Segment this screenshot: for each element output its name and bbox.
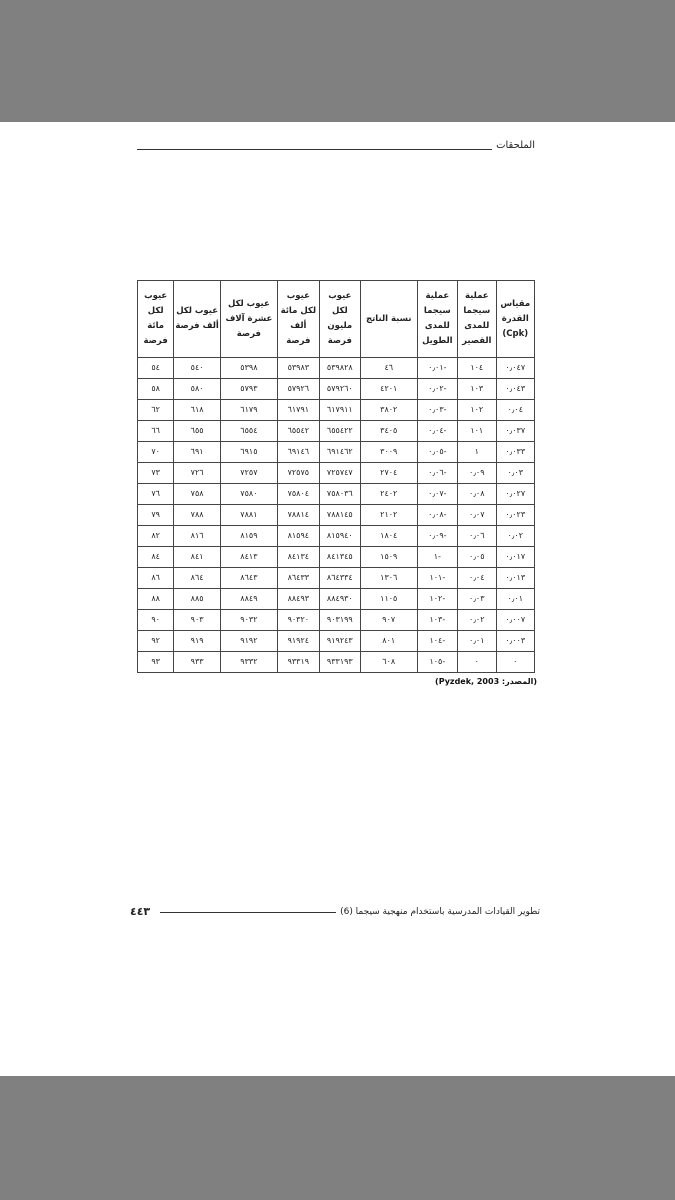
table-cell: ٠٫٠١ xyxy=(458,631,496,652)
table-cell: ٢١٠٢ xyxy=(360,505,417,526)
table-row xyxy=(138,463,535,484)
table-body xyxy=(138,358,535,673)
table-cell: ٠ xyxy=(496,652,534,673)
table-row xyxy=(138,400,535,421)
table-cell: -٠٫٠٩ xyxy=(417,526,457,547)
table-cell: ٧٥٨٠٣٦ xyxy=(319,484,360,505)
table-cell: ٦١٧٩ xyxy=(220,400,277,421)
table-cell: ٦٥٥٤٢ xyxy=(277,421,319,442)
table-cell: ٠٫٠٢ xyxy=(458,610,496,631)
table-cell: ٧٨٨ xyxy=(174,505,221,526)
table-cell: ٠٫٠٢ xyxy=(496,526,534,547)
table-cell: ٢٤٠٢ xyxy=(360,484,417,505)
table-cell: ٦٩١٥ xyxy=(220,442,277,463)
table-cell: ٦٩١ xyxy=(174,442,221,463)
table-cell: ٧٠ xyxy=(138,442,174,463)
table-cell: ٠٫٠٣٣ xyxy=(496,442,534,463)
table-row xyxy=(138,589,535,610)
header-per-100: عيوب لكل مائة فرصة xyxy=(138,281,174,358)
table-cell: ٥٧٩٣ xyxy=(220,379,277,400)
table-cell: ٧٥٨٠ xyxy=(220,484,277,505)
table-cell: -٠٫٠٢ xyxy=(417,379,457,400)
table-cell: ٦٩١٤٦ xyxy=(277,442,319,463)
table-cell: -١٠٢ xyxy=(417,589,457,610)
table-cell: ٩٣٣٢ xyxy=(220,652,277,673)
table-cell: ٥٣٩٨ xyxy=(220,358,277,379)
table-cell: ١٨٠٤ xyxy=(360,526,417,547)
header-per-1k: عيوب لكل ألف فرصة xyxy=(174,281,221,358)
table-cell: ٨٦٤٣٣ xyxy=(277,568,319,589)
table-cell: ٠٫٠٢٧ xyxy=(496,484,534,505)
table-cell: -٠٫٠٨ xyxy=(417,505,457,526)
header-per-100k: عيوب لكل مائة ألف فرصة xyxy=(277,281,319,358)
table-cell: ٩١٩٢٤٣ xyxy=(319,631,360,652)
table-cell: ١٠٤ xyxy=(458,358,496,379)
page-footer xyxy=(130,905,540,921)
table-cell: -٠٫٠١ xyxy=(417,358,457,379)
table-cell: ٩٣٣ xyxy=(174,652,221,673)
table-cell: ٧٢٥٧٤٧ xyxy=(319,463,360,484)
table-cell: ٩٠٣٢٠ xyxy=(277,610,319,631)
table-row xyxy=(138,568,535,589)
table-cell: ٠٫٠٩ xyxy=(458,463,496,484)
table-cell: ٣٠٠٩ xyxy=(360,442,417,463)
header-cpk: مقياس القدرة (Cpk) xyxy=(496,281,534,358)
table-cell: ٥٨ xyxy=(138,379,174,400)
table-cell: ٨٤ xyxy=(138,547,174,568)
table-cell: ٦٥٥٤٢٢ xyxy=(319,421,360,442)
page-number: ٤٤٣ xyxy=(130,905,154,919)
table-row xyxy=(138,631,535,652)
table-cell: ٨٠١ xyxy=(360,631,417,652)
table-cell: -١٠١ xyxy=(417,568,457,589)
table-row xyxy=(138,610,535,631)
table-cell: ٧٢٦ xyxy=(174,463,221,484)
table-cell: ٨٤١٣٤٥ xyxy=(319,547,360,568)
table-cell: ٨٤١٣ xyxy=(220,547,277,568)
table-cell: ٩١٩ xyxy=(174,631,221,652)
table-cell: -٠٫٠٣ xyxy=(417,400,457,421)
table-cell: ٩٣ xyxy=(138,652,174,673)
footer-title: تطوير القيادات المدرسية باستخدام منهجية سيجما (6) xyxy=(336,905,540,919)
table-cell: ٦١٨ xyxy=(174,400,221,421)
sigma-table xyxy=(137,280,535,673)
table-cell: ٧٥٨٠٤ xyxy=(277,484,319,505)
table-cell: ٣٨٠٢ xyxy=(360,400,417,421)
table-cell: ٦١٧٩١ xyxy=(277,400,319,421)
table-cell: ٧٢٥٧٥ xyxy=(277,463,319,484)
table-cell: ٨٦٤٣ xyxy=(220,568,277,589)
table-cell: ٠٫٠٧ xyxy=(458,505,496,526)
table-cell: -١٠٣ xyxy=(417,610,457,631)
header-per-10k: عيوب لكل عشرة آلاف فرصة xyxy=(220,281,277,358)
table-cell: ٠٫٠٦ xyxy=(458,526,496,547)
table-cell: ٥٨٠ xyxy=(174,379,221,400)
table-cell: ٨١٥٩٤٠ xyxy=(319,526,360,547)
table-cell: ٤٢٠١ xyxy=(360,379,417,400)
table-cell: ٠٫٠٠٧ xyxy=(496,610,534,631)
table-cell: ٠٫٠٠٣ xyxy=(496,631,534,652)
table-cell: ٩١٩٢ xyxy=(220,631,277,652)
table-cell: ٧٣ xyxy=(138,463,174,484)
table-cell: ٠٫٠٥ xyxy=(458,547,496,568)
table-cell: ٨٨ xyxy=(138,589,174,610)
table-cell: ٨٤١٣٤ xyxy=(277,547,319,568)
table-cell: ٧٥٨ xyxy=(174,484,221,505)
table-cell: ٨١٦ xyxy=(174,526,221,547)
table-row xyxy=(138,652,535,673)
table-cell: ٥٤٠ xyxy=(174,358,221,379)
table-cell: ١٠٢ xyxy=(458,400,496,421)
table-cell: ٧٦ xyxy=(138,484,174,505)
table-cell: ٠ xyxy=(458,652,496,673)
table-cell: ٩١٩٢٤ xyxy=(277,631,319,652)
table-cell: ١٥٠٩ xyxy=(360,547,417,568)
table-cell: ٧٩ xyxy=(138,505,174,526)
table-cell: ٢٧٠٤ xyxy=(360,463,417,484)
table-cell: -١ xyxy=(417,547,457,568)
running-header xyxy=(137,140,535,154)
table-cell: ٧٢٥٧ xyxy=(220,463,277,484)
table-cell: ٨٢ xyxy=(138,526,174,547)
table-cell: ٨١٥٩٤ xyxy=(277,526,319,547)
table-cell: ٣٤٠٥ xyxy=(360,421,417,442)
table-row xyxy=(138,442,535,463)
table-cell: ٦١٧٩١١ xyxy=(319,400,360,421)
table-cell: ٨٨٤٩٣٠ xyxy=(319,589,360,610)
table-cell: -٠٫٠٥ xyxy=(417,442,457,463)
table-cell: ٨٨٤٩٣ xyxy=(277,589,319,610)
table-cell: ٤٦ xyxy=(360,358,417,379)
table-cell: ٥٣٩٨٢٨ xyxy=(319,358,360,379)
table-row xyxy=(138,484,535,505)
table-cell: ٧٨٨١٤٥ xyxy=(319,505,360,526)
table-cell: ٦٠٨ xyxy=(360,652,417,673)
table-cell: ١٠١ xyxy=(458,421,496,442)
table-cell: ١١٠٥ xyxy=(360,589,417,610)
table-cell: ٩٠٣ xyxy=(174,610,221,631)
table-cell: ٦٥٥ xyxy=(174,421,221,442)
header-long-term-sigma: عملية سيجما للمدى الطويل xyxy=(417,281,457,358)
table-cell: ٠٫٠١٣ xyxy=(496,568,534,589)
table-cell: ٠٫٠١ xyxy=(496,589,534,610)
table-cell: ٥٧٩٢٦٠ xyxy=(319,379,360,400)
header-short-term-sigma: عملية سيجما للمدى القصير xyxy=(458,281,496,358)
table-cell: ٨٦ xyxy=(138,568,174,589)
table-cell: ٠٫٠٣٧ xyxy=(496,421,534,442)
header-yield: نسبة الناتج xyxy=(360,281,417,358)
table-cell: -٠٫٠٦ xyxy=(417,463,457,484)
table-cell: ٥٧٩٢٦ xyxy=(277,379,319,400)
table-cell: ٨٨٥ xyxy=(174,589,221,610)
table-cell: ٨٦٤٣٣٤ xyxy=(319,568,360,589)
table-row xyxy=(138,505,535,526)
table-cell: ٦٩١٤٦٢ xyxy=(319,442,360,463)
table-cell: ٠٫٠٣ xyxy=(496,463,534,484)
table-row xyxy=(138,526,535,547)
table-cell: ٦٢ xyxy=(138,400,174,421)
table-cell: ٩٣٣١٩٣ xyxy=(319,652,360,673)
table-cell: -١٠٤ xyxy=(417,631,457,652)
table-cell: ٩٠ xyxy=(138,610,174,631)
table-cell: ٩٣٣١٩ xyxy=(277,652,319,673)
table-header-row xyxy=(138,281,535,358)
header-title: الملحقات xyxy=(492,140,535,152)
table-cell: ٩٠٣١٩٩ xyxy=(319,610,360,631)
table-cell: ٠٫٠١٧ xyxy=(496,547,534,568)
header-rule xyxy=(137,149,535,150)
table-row xyxy=(138,421,535,442)
table-cell: -١٠٥ xyxy=(417,652,457,673)
table-cell: ٧٨٨١٤ xyxy=(277,505,319,526)
table-cell: ٦٦ xyxy=(138,421,174,442)
table-cell: ٠٫٠٤ xyxy=(496,400,534,421)
table-cell: ٨٦٤ xyxy=(174,568,221,589)
table-cell: ٠٫٠٤٣ xyxy=(496,379,534,400)
table-cell: ١ xyxy=(458,442,496,463)
header-dpmo: عيوب لكل مليون فرصة xyxy=(319,281,360,358)
table-row xyxy=(138,547,535,568)
table-cell: ٨٨٤٩ xyxy=(220,589,277,610)
table-cell: -٠٫٠٤ xyxy=(417,421,457,442)
table-cell: -٠٫٠٧ xyxy=(417,484,457,505)
table-cell: ٧٨٨١ xyxy=(220,505,277,526)
table-cell: ٠٫٠٣ xyxy=(458,589,496,610)
table-cell: ٠٫٠٨ xyxy=(458,484,496,505)
table-cell: ١٠٣ xyxy=(458,379,496,400)
source-citation: (المصدر: Pyzdek, 2003) xyxy=(435,677,537,686)
table-cell: ٦٥٥٤ xyxy=(220,421,277,442)
table-cell: ٠٫٠٤ xyxy=(458,568,496,589)
table-cell: ٠٫٠٢٣ xyxy=(496,505,534,526)
table-row xyxy=(138,358,535,379)
table-cell: ٥٣٩٨٣ xyxy=(277,358,319,379)
table-cell: ٩٠٧ xyxy=(360,610,417,631)
table-cell: ٨٤١ xyxy=(174,547,221,568)
table-cell: ٥٤ xyxy=(138,358,174,379)
table-cell: ٨١٥٩ xyxy=(220,526,277,547)
table-row xyxy=(138,379,535,400)
table-cell: ١٣٠٦ xyxy=(360,568,417,589)
table-cell: ٩٢ xyxy=(138,631,174,652)
table-cell: ٠٫٠٤٧ xyxy=(496,358,534,379)
table-cell: ٩٠٣٢ xyxy=(220,610,277,631)
